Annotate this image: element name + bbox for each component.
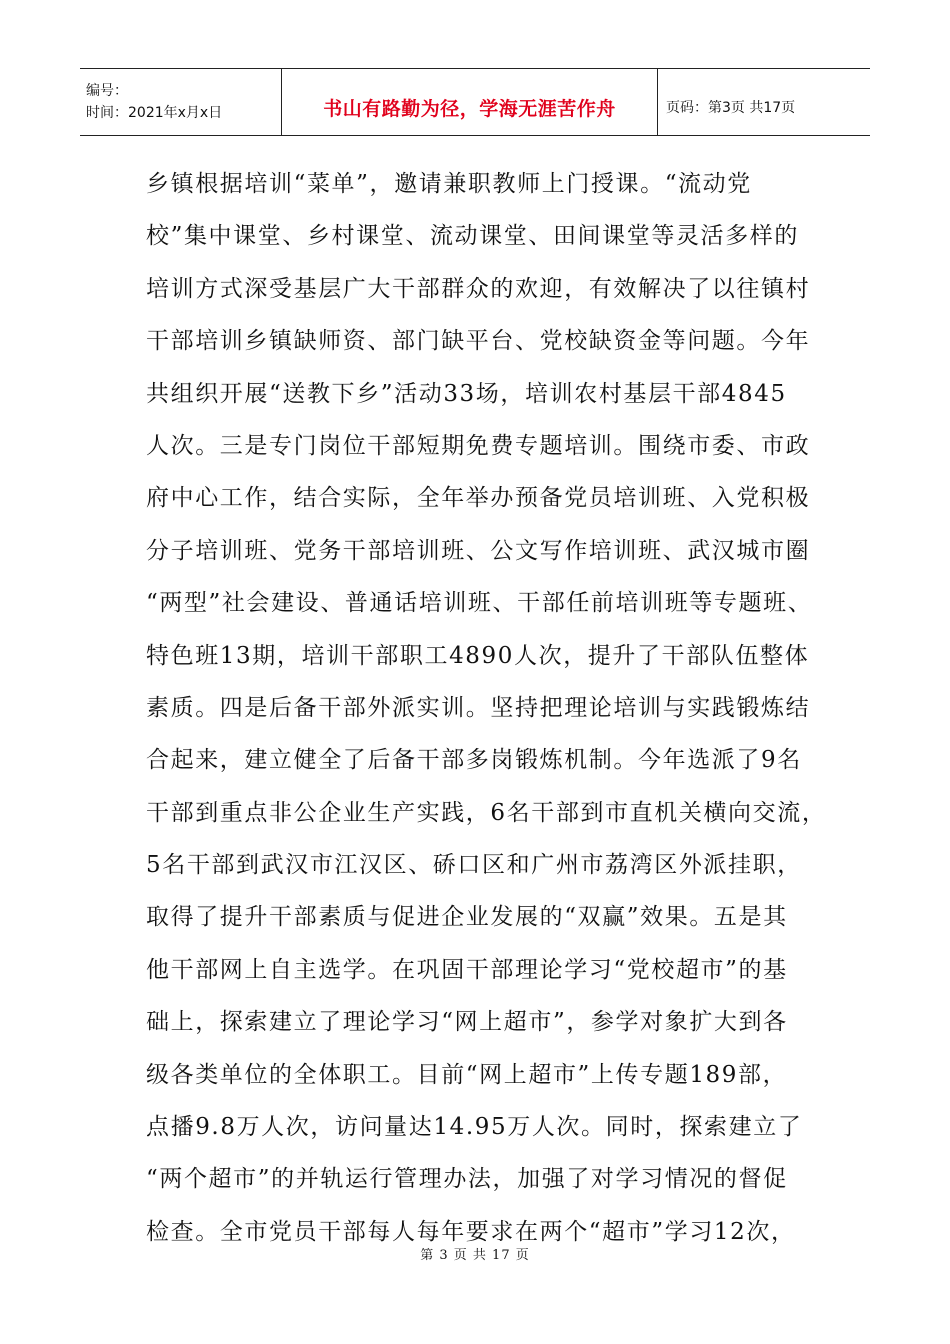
body-line: 取得了提升干部素质与促进企业发展的“双赢”效果。五是其 — [146, 904, 788, 931]
page-header — [80, 68, 870, 136]
body-line: 人次。三是专门岗位干部短期免费专题培训。围绕市委、市政 — [146, 432, 811, 459]
body-line: 乡镇根据培训“菜单”，邀请兼职教师上门授课。“流动党 — [146, 171, 752, 197]
page-footer — [0, 1244, 950, 1263]
body-text — [146, 158, 827, 1258]
body-line: 合起来，建立健全了后备干部多岗锻炼机制。今年选派了9名 — [146, 747, 802, 774]
header-motto-cell — [282, 69, 658, 135]
body-line: 础上，探索建立了理论学习“网上超市”，参学对象扩大到各 — [146, 1009, 788, 1036]
body-line: 府中心工作，结合实际，全年举办预备党员培训班、入党积极 — [146, 485, 811, 512]
body-line: 他干部网上自主选学。在巩固干部理论学习“党校超市”的基 — [146, 956, 788, 983]
body-line: 特色班13期，培训干部职工4890人次，提升了干部队伍整体 — [146, 642, 810, 669]
body-line: “两型”社会建设、普通话培训班、干部任前培训班等专题班、 — [146, 590, 813, 617]
body-line: 干部到重点非公企业生产实践，6名干部到市直机关横向交流， — [146, 799, 827, 826]
body-line: 干部培训乡镇缺师资、部门缺平台、党校缺资金等问题。今年 — [146, 328, 811, 355]
document-time-label: 时间：2021年x月x日 — [86, 105, 223, 121]
header-motto: 书山有路勤为径，学海无涯苦作舟 — [323, 97, 616, 120]
body-line: “两个超市”的并轨运行管理办法，加强了对学习情况的督促 — [146, 1166, 788, 1193]
body-line: 校”集中课堂、乡村课堂、流动课堂、田间课堂等灵活多样的 — [146, 223, 799, 250]
header-page-cell — [658, 69, 870, 135]
footer-page-number: 第 3 页 共 17 页 — [420, 1248, 530, 1263]
document-number-label: 编号： — [86, 83, 128, 99]
body-line: 检查。全市党员干部每人每年要求在两个“超市”学习12次， — [146, 1218, 796, 1245]
header-meta — [80, 69, 282, 135]
body-line: 培训方式深受基层广大干部群众的欢迎，有效解决了以往镇村 — [146, 275, 811, 302]
body-line: 分子培训班、党务干部培训班、公文写作培训班、武汉城市圈 — [146, 537, 811, 564]
body-line: 共组织开展“送教下乡”活动33场，培训农村基层干部4845 — [146, 380, 787, 407]
body-line: 级各类单位的全体职工。目前“网上超市”上传专题189部， — [146, 1061, 788, 1088]
body-line: 5名干部到武汉市江汉区、硚口区和广州市荔湾区外派挂职， — [146, 852, 802, 879]
body-line: 点播9.8万人次，访问量达14.95万人次。同时，探索建立了 — [146, 1114, 803, 1141]
header-page-info: 页码：第3页 共17页 — [666, 100, 796, 116]
body-line: 素质。四是后备干部外派实训。坚持把理论培训与实践锻炼结 — [146, 694, 811, 721]
